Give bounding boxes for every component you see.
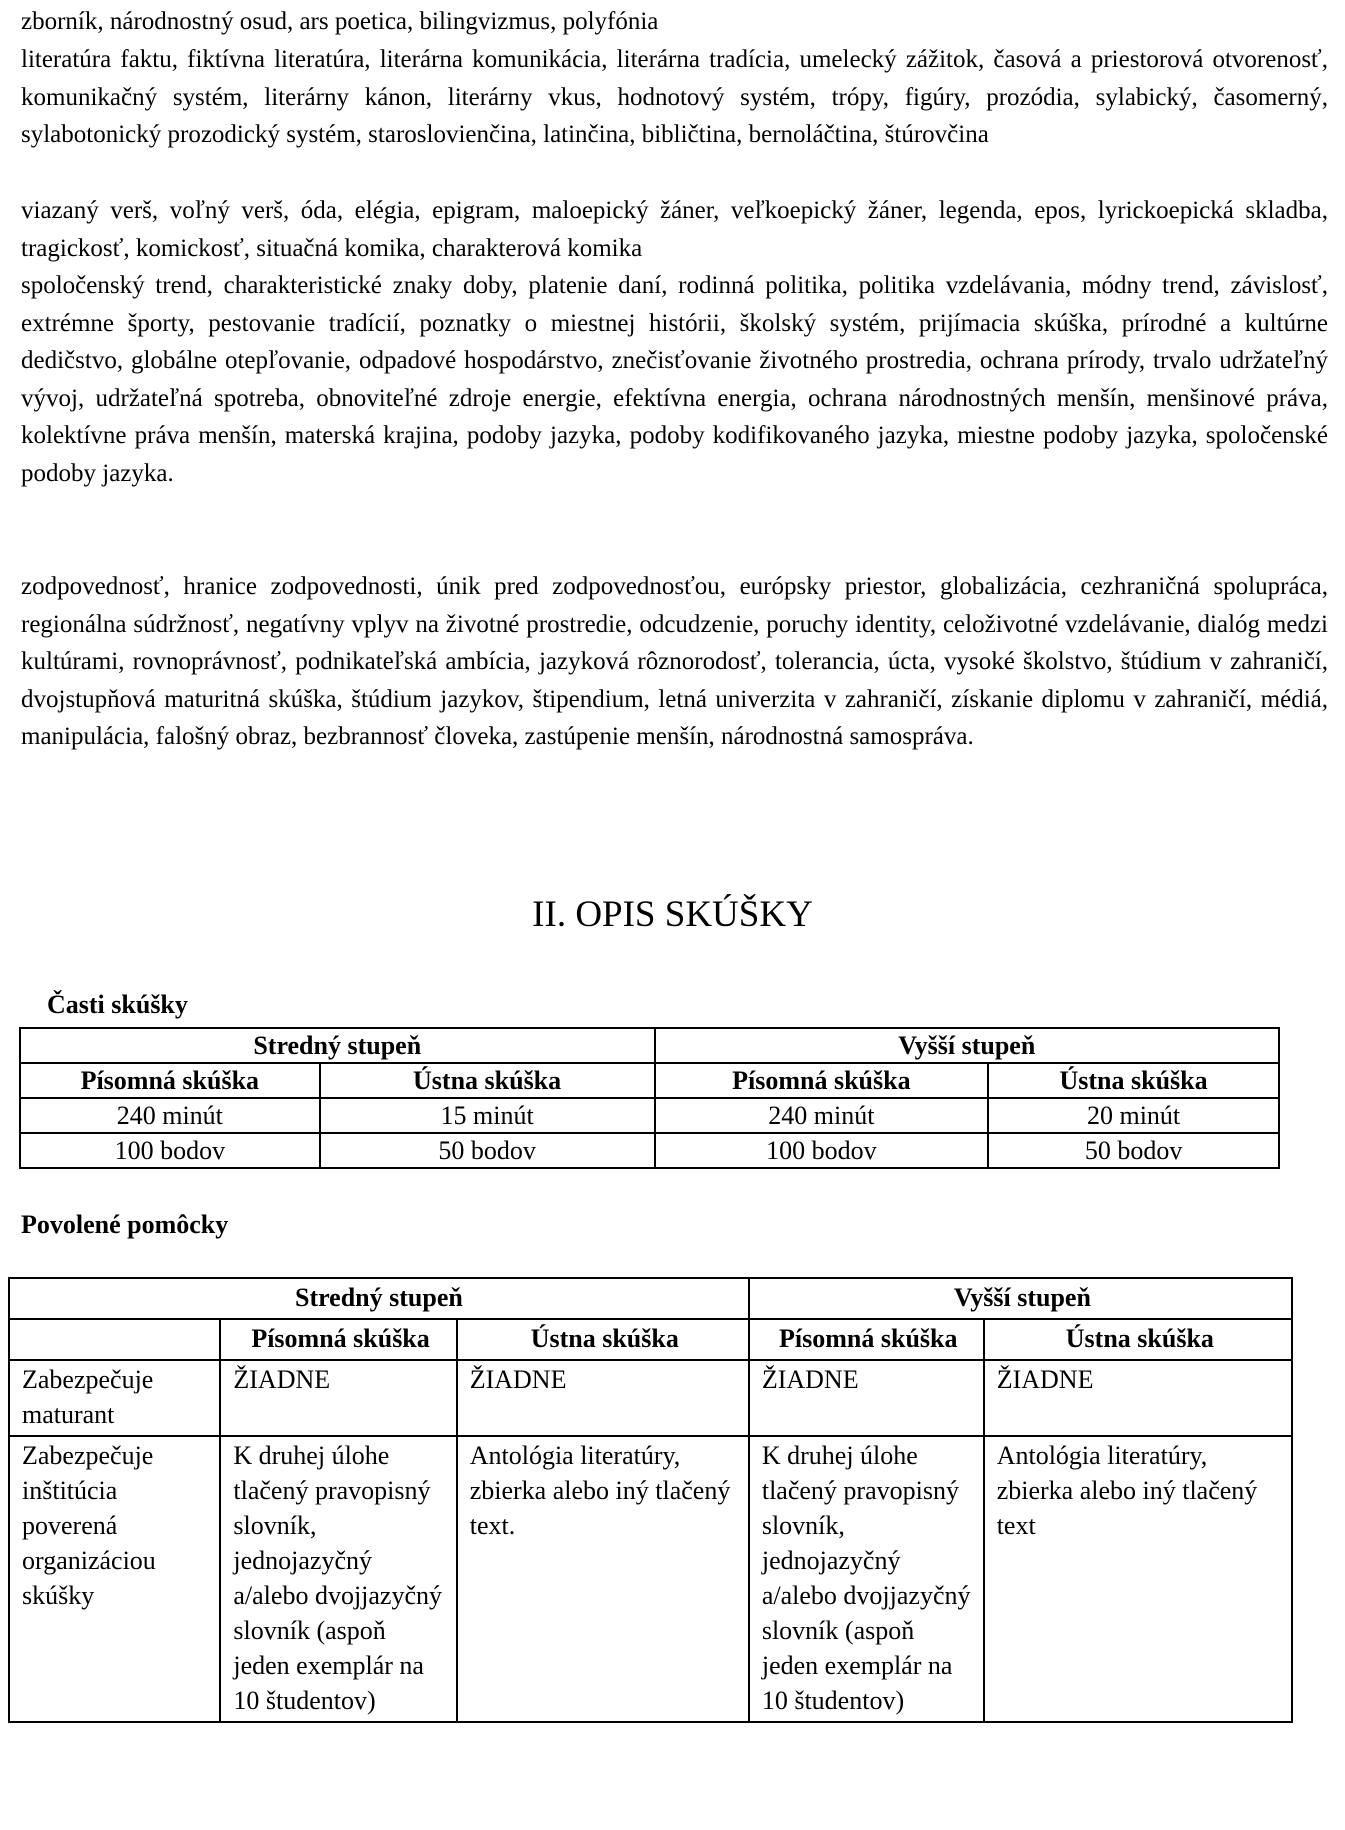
row-label: Zabezpečuje inštitúcia poverená organizáciou skúšky xyxy=(9,1436,220,1722)
column-header: Písomná skúška xyxy=(655,1063,989,1098)
table-row xyxy=(9,1278,1292,1319)
keyword-paragraph-4: spoločenský trend, charakteristické znaky doby, platenie daní, rodinná politika, politika vzdelávania, módny trend, závislosť, extrémne športy, pestovanie tradícií, poznatky o miestnej histórii, školský systém, prijímacia skúška, prírodné a kultúrne dedičstvo, globálne otepľovanie, odpadové hospodárstvo, znečisťovanie životného prostredia, ochrana prírody, trvalo udržateľný vývoj, udržateľná spotreba, obnoviteľné zdroje energie, efektívna energia, ochrana národnostných menšín, menšinové práva, kolektívne práva menšín, materská krajina, podoby jazyka, podoby kodifikovaného jazyka, miestne podoby jazyka, spoločenské podoby jazyka. xyxy=(21,272,1328,487)
level-header-vyssi: Vyšší stupeň xyxy=(749,1278,1292,1319)
time-cell: 20 minút xyxy=(988,1098,1279,1133)
allowed-aids-title: Povolené pomôcky xyxy=(21,1210,229,1239)
table-cell: ŽIADNE xyxy=(749,1360,984,1436)
column-header: Ústna skúška xyxy=(988,1063,1279,1098)
column-header: Písomná skúška xyxy=(749,1319,984,1360)
table-row xyxy=(20,1133,1279,1168)
row-label: Zabezpečuje maturant xyxy=(9,1360,220,1436)
table-row xyxy=(20,1028,1279,1063)
exam-parts-title: Časti skúšky xyxy=(47,990,188,1019)
time-cell: 15 minút xyxy=(320,1098,655,1133)
level-header-vyssi: Vyšší stupeň xyxy=(655,1028,1279,1063)
table-cell: K druhej úlohe tlačený pravopisný slovník, jednojazyčný a/alebo dvojjazyčný slovník (aspoň jeden exemplár na 10 študentov) xyxy=(220,1436,456,1722)
table-cell: Antológia literatúry, zbierka alebo iný tlačený text xyxy=(984,1436,1292,1722)
table-row xyxy=(20,1098,1279,1133)
keyword-paragraph-2: literatúra faktu, fiktívna literatúra, literárna komunikácia, literárna tradícia, umelecký zážitok, časová a priestorová otvorenosť, komunikačný systém, literárny kánon, literárny vkus, hodnotový systém, trópy, figúry, prozódia, sylabický, časomerný, sylabotonický prozodický systém, staroslovienčina, latinčina, bibličtina, bernoláčtina, štúrovčina xyxy=(21,46,1328,149)
section-title: II. OPIS SKÚŠKY xyxy=(532,894,813,935)
time-cell: 240 minút xyxy=(20,1098,320,1133)
keyword-paragraph-3: viazaný verš, voľný verš, óda, elégia, epigram, maloepický žáner, veľkoepický žáner, legenda, epos, lyrickoepická skladba, tragickosť, komickosť, situačná komika, charakterová komika xyxy=(21,197,1328,262)
allowed-aids-table xyxy=(8,1277,1293,1723)
table-cell: ŽIADNE xyxy=(457,1360,749,1436)
time-cell: 240 minút xyxy=(655,1098,989,1133)
column-header: Ústna skúška xyxy=(457,1319,749,1360)
table-cell: Antológia literatúry, zbierka alebo iný tlačený text. xyxy=(457,1436,749,1722)
empty-cell xyxy=(9,1319,220,1360)
points-cell: 100 bodov xyxy=(20,1133,320,1168)
column-header: Písomná skúška xyxy=(220,1319,456,1360)
level-header-stredny: Stredný stupeň xyxy=(9,1278,749,1319)
points-cell: 50 bodov xyxy=(320,1133,655,1168)
table-cell: K druhej úlohe tlačený pravopisný slovník, jednojazyčný a/alebo dvojjazyčný slovník (aspoň jeden exemplár na 10 študentov) xyxy=(749,1436,984,1722)
keyword-paragraph-5: zodpovednosť, hranice zodpovednosti, únik pred zodpovednosťou, európsky priestor, globalizácia, cezhraničná spolupráca, regionálna súdržnosť, negatívny vplyv na životné prostredie, odcudzenie, poruchy identity, celoživotné vzdelávanie, dialóg medzi kultúrami, rovnoprávnosť, podnikateľská ambícia, jazyková rôznorodosť, tolerancia, úcta, vysoké školstvo, štúdium v zahraničí, dvojstupňová maturitná skúška, štúdium jazykov, štipendium, letná univerzita v zahraničí, získanie diplomu v zahraničí, médiá, manipulácia, falošný obraz, bezbrannosť človeka, zastúpenie menšín, národnostná samospráva. xyxy=(21,573,1328,751)
points-cell: 100 bodov xyxy=(655,1133,989,1168)
column-header: Písomná skúška xyxy=(20,1063,320,1098)
table-cell: ŽIADNE xyxy=(984,1360,1292,1436)
column-header: Ústna skúška xyxy=(320,1063,655,1098)
points-cell: 50 bodov xyxy=(988,1133,1279,1168)
level-header-stredny: Stredný stupeň xyxy=(20,1028,655,1063)
table-row xyxy=(20,1063,1279,1098)
table-cell: ŽIADNE xyxy=(220,1360,456,1436)
table-row xyxy=(9,1436,1292,1722)
exam-parts-table xyxy=(19,1027,1280,1169)
keyword-paragraph-1: zborník, národnostný osud, ars poetica, bilingvizmus, polyfónia xyxy=(21,8,659,35)
table-row xyxy=(9,1360,1292,1436)
column-header: Ústna skúška xyxy=(984,1319,1292,1360)
table-row xyxy=(9,1319,1292,1360)
